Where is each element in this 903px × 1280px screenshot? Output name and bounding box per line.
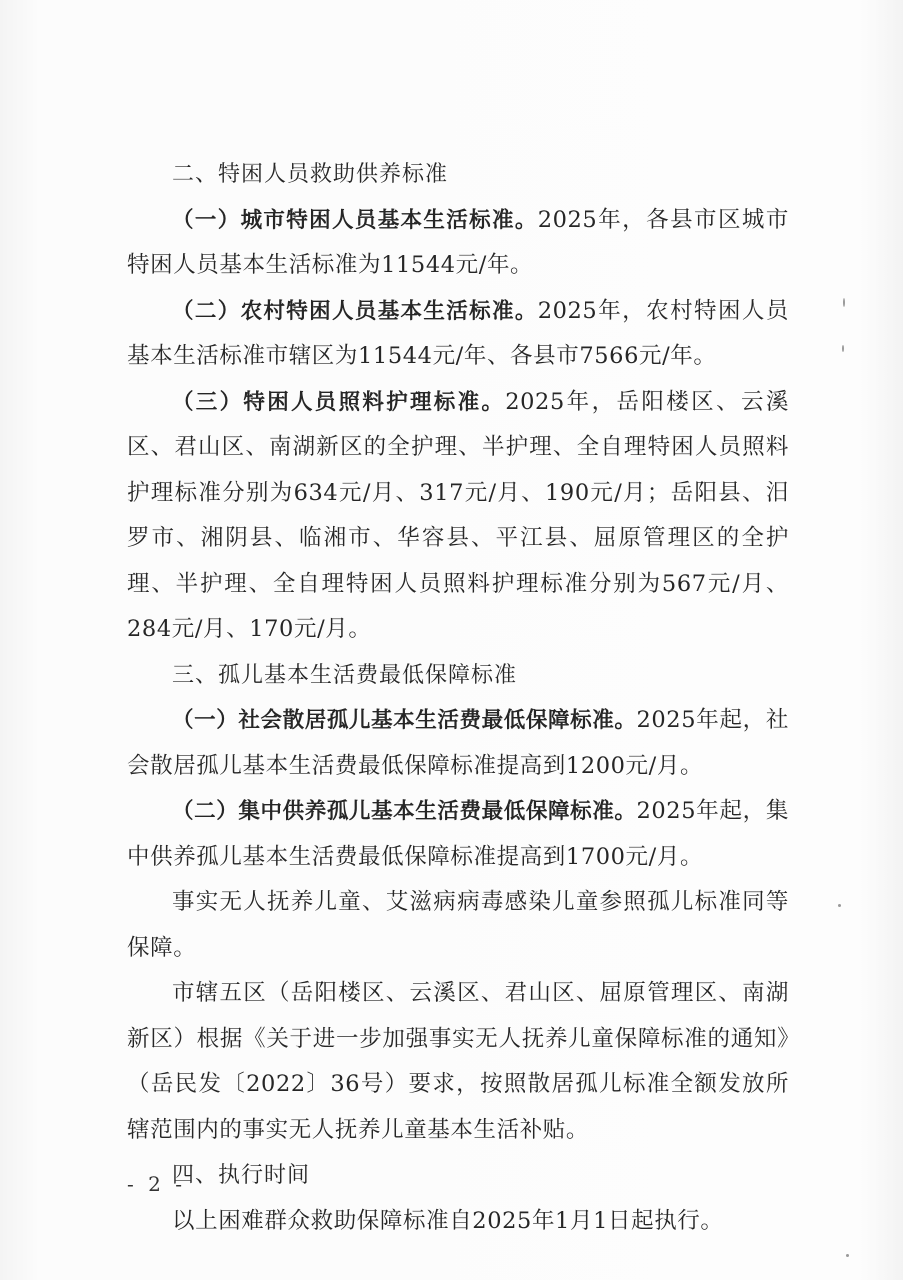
item-title: （二）集中供养孤儿基本生活费最低保障标准。 (172, 799, 637, 824)
section-heading: 三、孤儿基本生活费最低保障标准 (172, 662, 518, 688)
paragraph (127, 198, 789, 289)
scan-speck (846, 1254, 849, 1257)
scan-speck (838, 904, 841, 907)
item-title: （一）城市特困人员基本生活标准。 (172, 207, 538, 233)
item-title: （一）社会散居孤儿基本生活费最低保障标准。 (172, 708, 637, 733)
item-text: 2025年，各县市区城市特困人员基本生活标准为11544元/年。 (127, 206, 789, 278)
item-text: 2025年，岳阳楼区、云溪区、君山区、南湖新区的全护理、半护理、全自理特困人员照料护理标准分别为634元/月、317元/月、190元/月；岳阳县、汨罗市、湘阴县、临湘市、华容县、平江县、屈原管理区的全护理、半护理、全自理特困人员照料护理标准分别为567元/月、284元/月、170元/月。 (127, 388, 789, 642)
item-title: （三）特困人员照料护理标准。 (172, 389, 506, 415)
item-text: 2025年起，社会散居孤儿基本生活费最低保障标准提高到1200元/月。 (127, 707, 789, 779)
page-number: - 2 - (127, 1172, 186, 1196)
paragraph (127, 380, 789, 653)
paragraph (127, 789, 789, 880)
document-body (127, 152, 789, 1244)
item-title: （二）农村特困人员基本生活标准。 (172, 298, 538, 324)
section-heading: 四、执行时间 (172, 1163, 311, 1188)
paragraph (127, 698, 789, 789)
paragraph (127, 289, 789, 380)
scan-speck (843, 298, 845, 307)
section-heading: 二、特困人员救助供养标准 (172, 162, 449, 187)
item-text: 2025年起，集中供养孤儿基本生活费最低保障标准提高到1700元/月。 (127, 798, 789, 870)
paragraph: 以上困难群众救助保障标准自2025年1月1日起执行。 (172, 1207, 724, 1234)
paragraph: 市辖五区（岳阳楼区、云溪区、君山区、屈原管理区、南湖新区）根据《关于进一步加强事实无人抚养儿童保障标准的通知》（岳民发〔2022〕36号）要求，按照散居孤儿标准全额发放所辖范围内的事实无人抚养儿童基本生活补贴。 (127, 980, 789, 1143)
paragraph: 事实无人抚养儿童、艾滋病病毒感染儿童参照孤儿标准同等保障。 (127, 889, 789, 961)
scan-speck (842, 345, 844, 352)
item-text: 2025年，农村特困人员基本生活标准市辖区为11544元/年、各县市7566元/年。 (127, 297, 789, 369)
